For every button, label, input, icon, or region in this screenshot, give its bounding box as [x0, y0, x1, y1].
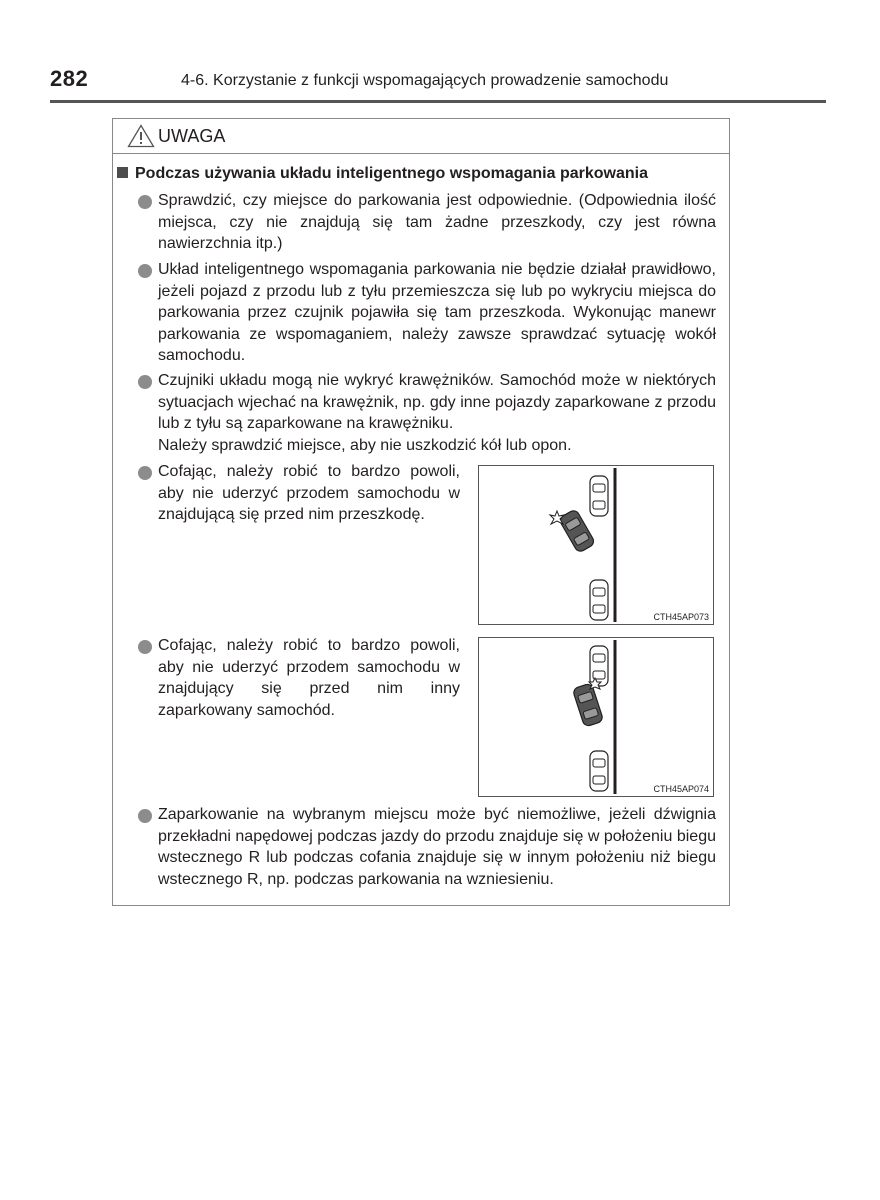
warning-item-6: Zaparkowanie na wybranym miejscu może być niemożliwe, jeżeli dźwignia przekładni napędowej podczas jazdy do przodu znajduje się w położeniu biegu wstecznego R lub podczas cofania znajduje się w innym położeniu niż biegu wstecznego R, np. podczas parkowania na wzniesieniu.: [158, 806, 716, 888]
section-square-icon: [117, 167, 128, 178]
warning-box: [112, 118, 730, 906]
impact-mark: [550, 511, 564, 524]
section-heading-text: Podczas używania układu inteligentnego wspomagania parkowania: [135, 165, 648, 182]
warning-item-3: Czujniki układu mogą nie wykryć krawężników. Samochód może w niektórych sytuacjach wjechać na krawężnik, np. gdy inne pojazdy zaparkowane z przodu lub z tyłu są zaparkowane na krawężniku.: [158, 372, 716, 432]
section-heading: [117, 165, 648, 183]
reversing-car: [572, 683, 603, 727]
chapter-title: 4-6. Korzystanie z funkcji wspomagających prowadzenie samochodu: [181, 72, 669, 89]
parked-car-rear: [590, 751, 608, 791]
warning-item-1: Sprawdzić, czy miejsce do parkowania jest odpowiednie. (Odpowiednia ilość miejsca, czy nie znajdują się tam żadne przeszkody, czy jest równa nawierzchnia itp.): [158, 192, 716, 252]
parked-car-front: [590, 476, 608, 516]
header-rule: [50, 100, 826, 103]
warning-item-3-note: Należy sprawdzić miejsce, aby nie uszkodzić kół lub opon.: [158, 437, 572, 454]
warning-item-4: Cofając, należy robić to bardzo powoli, aby nie uderzyć przodem samochodu w znajdującą się przed nim przeszkodę.: [158, 463, 460, 523]
figure-code: CTH45AP073: [653, 612, 709, 622]
warning-triangle-icon: [127, 124, 155, 148]
page-header: [50, 66, 826, 106]
warning-item-5: Cofając, należy robić to bardzo powoli, aby nie uderzyć przodem samochodu w znajdujący się przed nim inny zaparkowany samochód.: [158, 637, 460, 719]
warning-item-2: Układ inteligentnego wspomagania parkowania nie będzie działał prawidłowo, jeżeli pojazd z przodu lub z tyłu przemieszcza się lub po wykryciu miejsca do parkowania przez czujnik pojawiła się tam przeszkoda. Wykonując manewr parkowania ze wspomaganiem, należy zawsze sprawdzać sytuację wokół samochodu.: [158, 261, 716, 364]
page-number: 282: [50, 66, 89, 91]
parking-car-illustration: [479, 638, 713, 796]
bullet-icon: [138, 809, 152, 823]
figure-obstacle: [478, 465, 714, 625]
bullet-icon: [138, 195, 152, 209]
warning-label: UWAGA: [158, 126, 226, 146]
parked-car-rear: [590, 580, 608, 620]
parking-obstacle-illustration: [479, 466, 713, 624]
bullet-icon: [138, 375, 152, 389]
figure-code: CTH45AP074: [653, 784, 709, 794]
bullet-icon: [138, 640, 152, 654]
parked-car-front: [590, 646, 608, 686]
warning-header: [113, 119, 729, 154]
bullet-icon: [138, 466, 152, 480]
bullet-icon: [138, 264, 152, 278]
figure-parked-car: [478, 637, 714, 797]
